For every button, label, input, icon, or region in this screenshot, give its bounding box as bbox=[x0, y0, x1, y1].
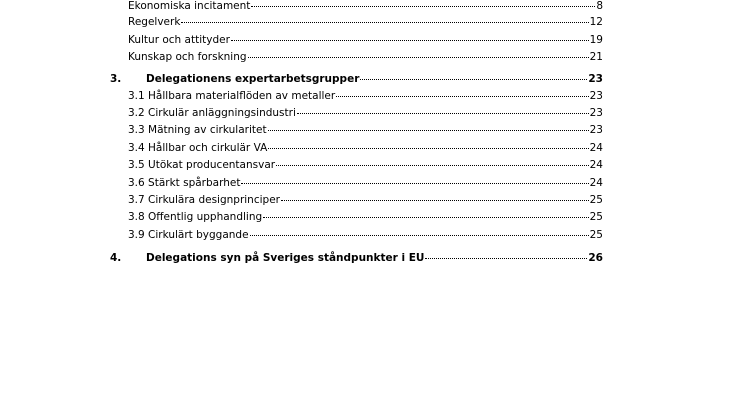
toc-entry-label: Ekonomiska incitament bbox=[128, 0, 251, 12]
dot-leader bbox=[231, 40, 589, 41]
dot-leader bbox=[360, 79, 587, 80]
toc-section-page: 25 bbox=[589, 194, 603, 206]
dot-leader bbox=[268, 148, 588, 149]
toc-section-label: 3.3 Mätning av cirkularitet bbox=[128, 124, 267, 136]
toc-section-label: 3.9 Cirkulärt byggande bbox=[128, 229, 249, 241]
dot-leader bbox=[248, 57, 589, 58]
toc-section[interactable] bbox=[128, 177, 603, 189]
dot-leader bbox=[425, 258, 587, 259]
toc-entry-label: Kunskap och forskning bbox=[128, 51, 247, 63]
toc-section[interactable] bbox=[128, 107, 603, 119]
toc-chapter-4[interactable] bbox=[110, 252, 603, 264]
dot-leader bbox=[268, 130, 589, 131]
toc-entry[interactable] bbox=[128, 51, 603, 63]
toc-section-label: 3.4 Hållbar och cirkulär VA bbox=[128, 142, 268, 154]
chapter-page: 23 bbox=[588, 73, 603, 85]
toc-entry-page: 19 bbox=[589, 34, 603, 46]
toc-section-label: 3.5 Utökat producentansvar bbox=[128, 159, 276, 171]
toc-section[interactable] bbox=[128, 90, 603, 102]
chapter-title: Delegationens expertarbetsgrupper bbox=[146, 73, 360, 85]
dot-leader bbox=[251, 6, 595, 7]
toc-chapter-3[interactable] bbox=[110, 73, 603, 85]
dot-leader bbox=[281, 200, 589, 201]
toc-entry-label: Kultur och attityder bbox=[128, 34, 230, 46]
toc-entry-page: 12 bbox=[589, 16, 603, 28]
toc-entry[interactable] bbox=[128, 34, 603, 46]
toc-section[interactable] bbox=[128, 142, 603, 154]
toc-section-page: 24 bbox=[589, 177, 603, 189]
toc-section[interactable] bbox=[128, 229, 603, 241]
toc-section-label: 3.8 Offentlig upphandling bbox=[128, 211, 263, 223]
toc-entry[interactable] bbox=[128, 16, 603, 28]
dot-leader bbox=[263, 217, 588, 218]
dot-leader bbox=[336, 96, 588, 97]
toc-section-page: 23 bbox=[589, 107, 603, 119]
chapter-title: Delegations syn på Sveriges ståndpunkter i EU bbox=[146, 252, 425, 264]
toc-entry-label: Regelverk bbox=[128, 16, 181, 28]
dot-leader bbox=[250, 235, 589, 236]
chapter-page: 26 bbox=[588, 252, 603, 264]
toc-entry-page: 8 bbox=[596, 0, 603, 12]
toc-entry-page: 21 bbox=[589, 51, 603, 63]
toc-entry[interactable] bbox=[128, 0, 603, 12]
toc-section-label: 3.6 Stärkt spårbarhet bbox=[128, 177, 241, 189]
dot-leader bbox=[241, 183, 588, 184]
toc-section-label: 3.7 Cirkulära designprinciper bbox=[128, 194, 280, 206]
toc-section-page: 24 bbox=[589, 142, 603, 154]
toc-section-label: 3.1 Hållbara materialflöden av metaller bbox=[128, 90, 336, 102]
dot-leader bbox=[276, 165, 589, 166]
toc-section[interactable] bbox=[128, 159, 603, 171]
toc-section-page: 25 bbox=[589, 229, 603, 241]
dot-leader bbox=[181, 22, 588, 23]
dot-leader bbox=[297, 113, 589, 114]
toc-section-page: 24 bbox=[589, 159, 603, 171]
toc-section-page: 25 bbox=[589, 211, 603, 223]
toc-section-page: 23 bbox=[589, 90, 603, 102]
chapter-number: 4. bbox=[110, 252, 122, 264]
toc-section[interactable] bbox=[128, 211, 603, 223]
chapter-number: 3. bbox=[110, 73, 122, 85]
toc-section-page: 23 bbox=[589, 124, 603, 136]
toc-section[interactable] bbox=[128, 124, 603, 136]
toc-section-label: 3.2 Cirkulär anläggningsindustri bbox=[128, 107, 296, 119]
toc-section[interactable] bbox=[128, 194, 603, 206]
